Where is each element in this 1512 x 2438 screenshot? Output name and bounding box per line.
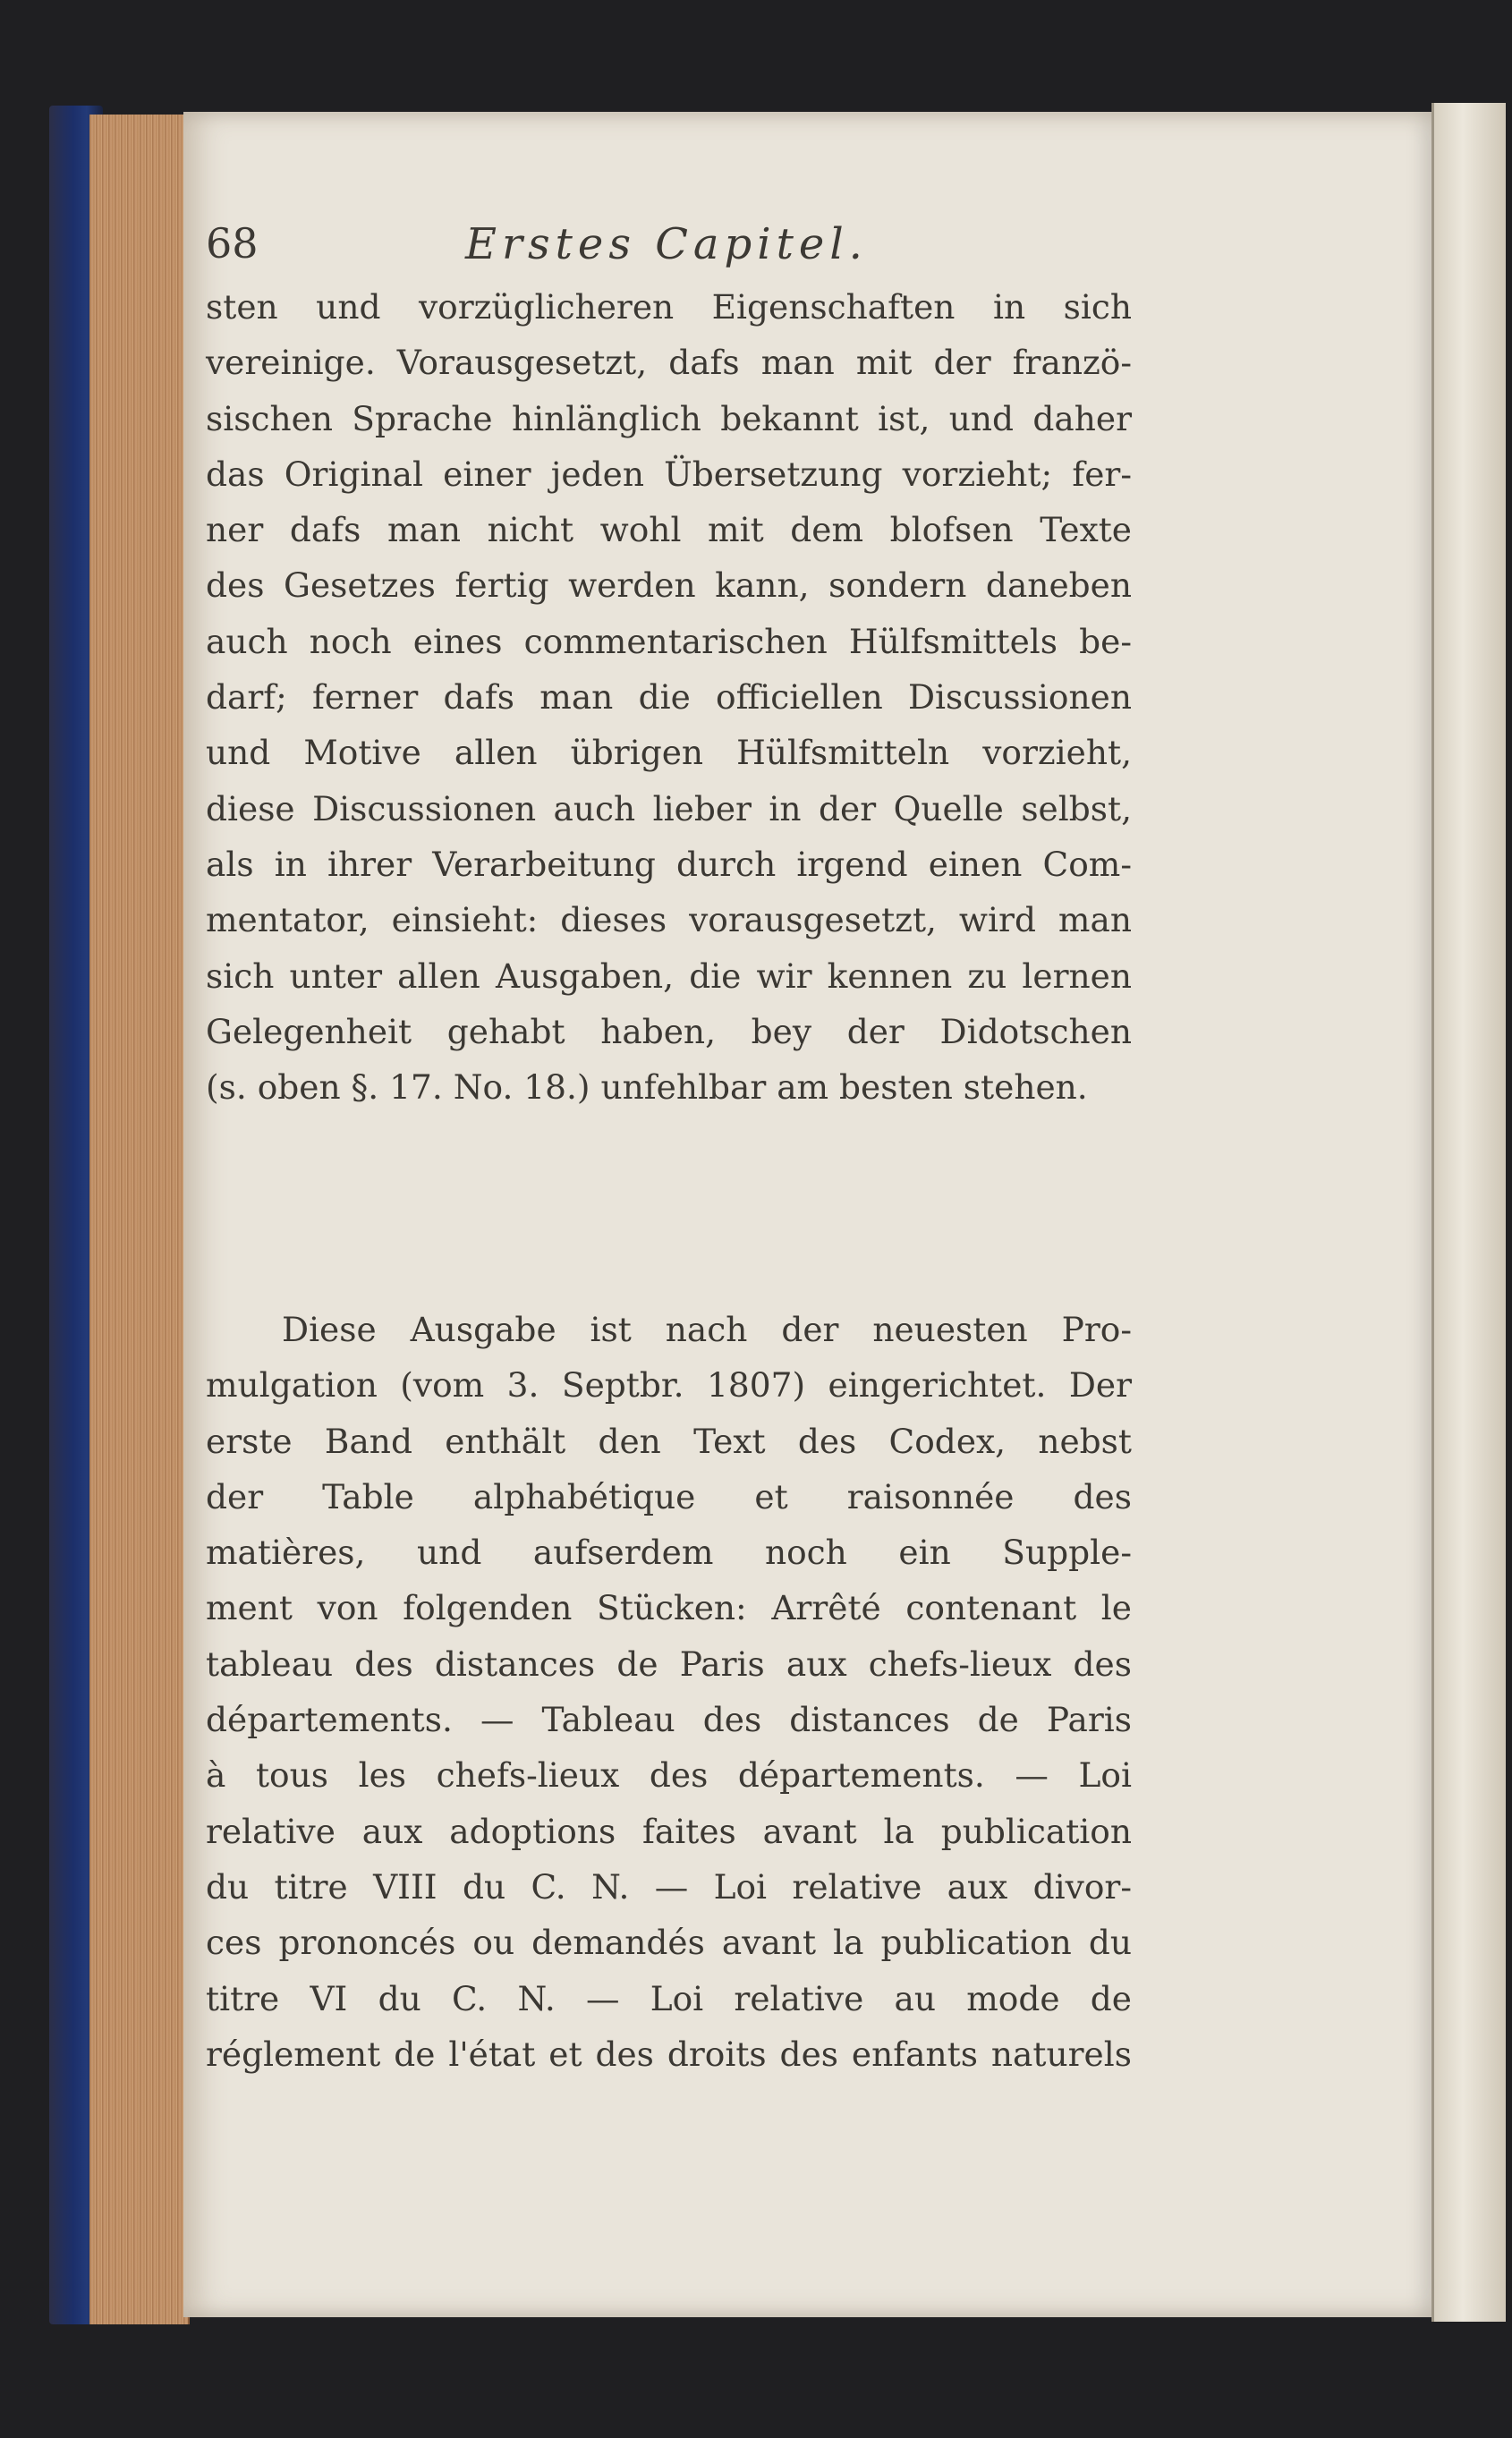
paragraph-1 <box>206 279 1132 1236</box>
text-line: mentator, einsieht: dieses vorausgesetzt, wird man <box>206 900 1132 940</box>
text-line: sich unter allen Ausgaben, die wir kennen zu lernen <box>206 956 1132 996</box>
text-line: matières, und aufserdem noch ein Supple- <box>206 1533 1132 1573</box>
text-line: ces prononcés ou demandés avant la publication du <box>206 1923 1132 1963</box>
text-line: sischen Sprache hinlänglich bekannt ist, und daher <box>206 398 1132 438</box>
text-line: tableau des distances de Paris aux chefs-lieux des <box>206 1644 1132 1684</box>
text-line: diese Discussionen auch lieber in der Quelle selbst, <box>206 788 1132 828</box>
text-line: sten und vorzüglicheren Eigenschaften in sich <box>206 287 1132 327</box>
text-line: relative aux adoptions faites avant la publication <box>206 1811 1132 1851</box>
text-line: ner dafs man nicht wohl mit dem blofsen Texte <box>206 510 1132 550</box>
text-line: als in ihrer Verarbeitung durch irgend einen Com- <box>206 844 1132 884</box>
text-line: (s. oben §. 17. No. 18.) unfehlbar am besten stehen. <box>206 1067 1088 1108</box>
text-line: Diese Ausgabe ist nach der neuesten Pro- <box>282 1310 1132 1349</box>
text-line: des Gesetzes fertig werden kann, sondern daneben <box>206 565 1132 606</box>
text-line: und Motive allen übrigen Hülfsmitteln vorzieht, <box>206 733 1132 773</box>
text-line: Gelegenheit gehabt haben, bey der Didotschen <box>206 1011 1132 1051</box>
text-line: erste Band enthält den Text des Codex, nebst <box>206 1421 1132 1461</box>
text-line: ment von folgenden Stücken: Arrêté contenant le <box>206 1588 1132 1628</box>
page-number: 68 <box>206 219 259 268</box>
text-line: mulgation (vom 3. Septbr. 1807) eingerichtet. Der <box>206 1365 1132 1406</box>
text-line: titre VI du C. N. — Loi relative au mode de <box>206 1978 1132 2018</box>
text-line: der Table alphabétique et raisonnée des <box>206 1476 1132 1516</box>
text-line: du titre VIII du C. N. — Loi relative aux divor- <box>206 1866 1132 1907</box>
facing-page-edge <box>1431 103 1506 2322</box>
paragraph-2 <box>206 1302 1132 2089</box>
page-stack-edge <box>89 115 190 2324</box>
text-line: darf; ferner dafs man die officiellen Discussionen <box>206 677 1132 718</box>
running-title: Erstes Capitel. <box>465 219 868 269</box>
text-line: auch noch eines commentarischen Hülfsmittels be- <box>206 621 1132 661</box>
text-line: réglement de l'état et des droits des enfants naturels <box>206 2034 1132 2074</box>
text-line: vereinige. Vorausgesetzt, dafs man mit der franzö- <box>206 343 1132 383</box>
text-line: das Original einer jeden Übersetzung vorzieht; fer- <box>206 454 1132 494</box>
text-line: départements. — Tableau des distances de Paris <box>206 1700 1132 1740</box>
text-line: à tous les chefs-lieux des départements. — Loi <box>206 1755 1132 1796</box>
